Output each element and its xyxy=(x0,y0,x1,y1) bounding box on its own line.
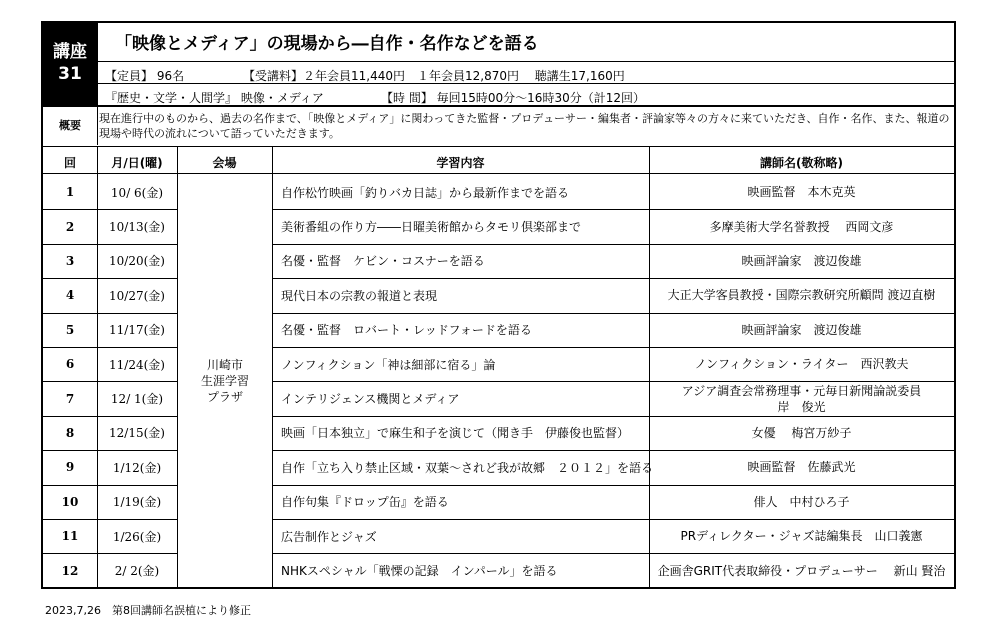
footnote: 2023,7,26 第8回講師名誤植により修正 xyxy=(45,604,251,617)
row-content-cell: 映画「日本独立」で麻生和子を演じて（聞き手 伊藤俊也監督） xyxy=(281,426,630,441)
header-venue: 会場 xyxy=(212,156,237,170)
row-num-cell: 7 xyxy=(65,391,75,406)
row-date-cell: 12/ 1(金) xyxy=(110,392,164,407)
row-instructor-cell: 映画監督 佐藤武光 xyxy=(747,460,856,475)
row-date-cell: 1/12(金) xyxy=(112,460,162,475)
outline-divider xyxy=(97,107,98,145)
row-num-cell: 6 xyxy=(65,357,75,372)
row-content-cell: ノンフィクション「神は細部に宿る」論 xyxy=(281,357,496,372)
row-content-cell: 自作「立ち入り禁止区域・双葉～されど我が故郷 ２０１２」を語る xyxy=(281,460,654,475)
row-instructor-cell: PRディレクター・ジャズ誌編集長 山口義憲 xyxy=(680,529,923,544)
badge-label: 講座 xyxy=(53,42,87,62)
row-content-cell: インテリジェンス機関とメディア xyxy=(281,392,460,407)
row-instructor-cell: 映画評論家 渡辺俊雄 xyxy=(741,322,862,337)
header-content: 学習内容 xyxy=(436,156,485,170)
row-date-cell: 10/20(金) xyxy=(109,254,165,269)
row-num-cell: 5 xyxy=(65,322,75,337)
course-sheet xyxy=(41,21,956,589)
row-content-cell: 名優・監督 ロバート・レッドフォードを語る xyxy=(281,323,532,338)
row-date-cell: 10/27(金) xyxy=(109,288,165,303)
row-instructor-cell: 映画監督 本木克英 xyxy=(747,185,856,200)
row-instructor-cell: ノンフィクション・ライター 西沢教夫 xyxy=(694,357,909,372)
badge-number: 31 xyxy=(58,64,82,84)
capacity-text: 【定員】 96名 xyxy=(105,69,185,83)
course-number-badge xyxy=(43,23,97,105)
badge-divider xyxy=(97,23,98,105)
row-num-cell: 8 xyxy=(65,425,75,440)
outline-text: 現在進行中のものから、過去の名作まで、「映像とメディア」に関わってきた監督・プロデューサー・編集者・評論家等々の方々に来ていただき、自作・名作、また、報道の現場や時代の流れについて語っていただきます。 xyxy=(99,112,950,140)
row-date-cell: 10/13(金) xyxy=(109,220,165,235)
row-date-cell: 11/24(金) xyxy=(109,357,165,372)
row-num-cell: 1 xyxy=(65,185,75,200)
row-instructor-cell: 企画舎GRIT代表取締役・プロデューサー 新山 賢治 xyxy=(657,563,946,578)
header-round: 回 xyxy=(63,156,76,170)
row-num-cell: 12 xyxy=(61,563,79,578)
row-instructor-cell: 多摩美術大学名誉教授 西岡文彦 xyxy=(709,219,894,234)
venue-cell: 川崎市 生涯学習 プラザ xyxy=(200,358,249,404)
row-num-cell: 9 xyxy=(65,460,75,475)
course-title: 「映像とメディア」の現場から―自作・名作などを語る xyxy=(115,34,539,54)
category-text: 『歴史・文学・人間学』 映像・メディア xyxy=(105,91,324,105)
row-content-cell: 美術番組の作り方――日曜美術館からタモリ倶楽部まで xyxy=(281,220,582,235)
info-rule xyxy=(97,83,954,84)
row-instructor-cell: 女優 梅宮万紗子 xyxy=(751,425,852,440)
header-date: 月/日(曜) xyxy=(111,156,163,170)
row-num-cell: 10 xyxy=(61,494,79,509)
row-num-cell: 4 xyxy=(65,288,75,303)
row-instructor-cell: 俳人 中村ひろ子 xyxy=(753,494,850,509)
table-top-rule xyxy=(43,146,954,147)
row-content-cell: 現代日本の宗教の報道と表現 xyxy=(281,288,438,303)
row-num-cell: 11 xyxy=(61,529,79,544)
outline-label: 概要 xyxy=(59,119,81,132)
row-num-cell: 3 xyxy=(65,253,75,268)
header-instructor: 講師名(敬称略) xyxy=(760,156,843,170)
row-date-cell: 1/19(金) xyxy=(112,495,162,510)
row-date-cell: 12/15(金) xyxy=(109,426,165,441)
row-instructor-cell: 映画評論家 渡辺俊雄 xyxy=(741,253,862,268)
row-num-cell: 2 xyxy=(65,219,75,234)
row-instructor-cell: 大正大学客員教授・国際宗教研究所顧問 渡辺直樹 xyxy=(667,288,936,303)
table-header-rule xyxy=(43,173,954,174)
row-date-cell: 11/17(金) xyxy=(109,323,165,338)
row-content-cell: 広告制作とジャズ xyxy=(281,529,377,544)
schedule-text: 【時 間】 毎回15時00分～16時30分（計12回） xyxy=(381,91,645,105)
row-content-cell: 自作句集『ドロップ缶』を語る xyxy=(281,495,449,510)
fee-text: 【受講料】２年会員11,440円 １年会員12,870円 聴講生17,160円 xyxy=(243,69,625,83)
row-instructor-cell: アジア調査会常務理事・元毎日新聞論説委員 岸 俊光 xyxy=(681,383,922,414)
row-content-cell: 名優・監督 ケビン・コスナーを語る xyxy=(281,254,485,269)
row-date-cell: 1/26(金) xyxy=(112,529,162,544)
outline-top-rule xyxy=(43,105,954,107)
row-content-cell: 自作松竹映画「釣りバカ日誌」から最新作までを語る xyxy=(281,185,570,200)
row-date-cell: 2/ 2(金) xyxy=(114,564,160,579)
row-date-cell: 10/ 6(金) xyxy=(110,185,164,200)
title-rule xyxy=(97,61,954,62)
row-content-cell: NHKスペシャル「戦慄の記録 インパール」を語る xyxy=(281,564,558,579)
